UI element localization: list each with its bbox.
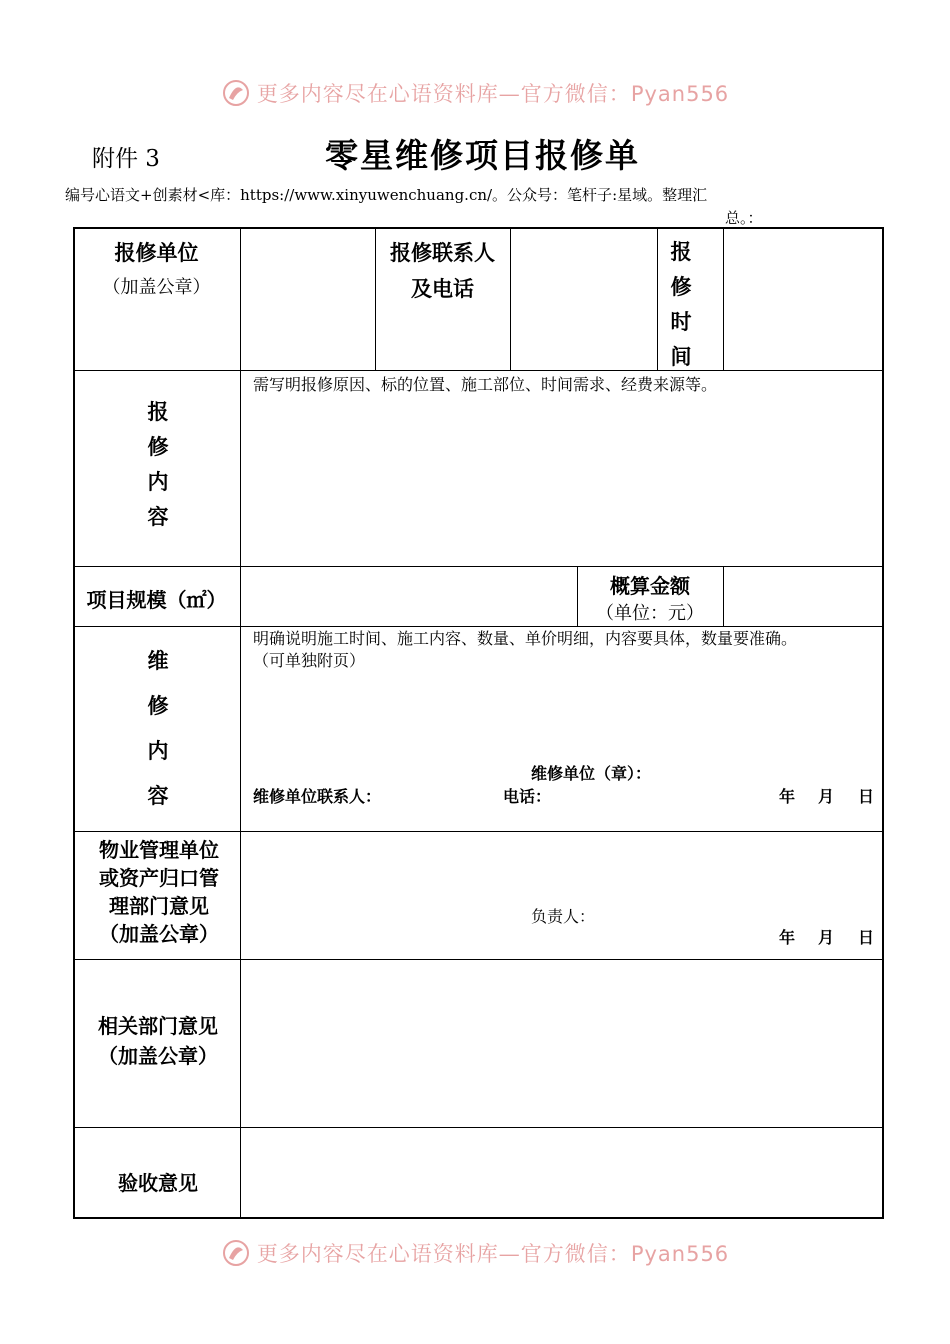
serial-line-2: 总。： — [725, 209, 763, 227]
repair-time-char: 修 — [670, 275, 692, 299]
repair-time-field[interactable] — [724, 229, 880, 369]
property-opinion-field[interactable] — [241, 832, 880, 958]
watermark-wechat: Pyan556 — [630, 82, 730, 106]
repair-time-char: 报 — [670, 240, 692, 264]
responsible-label: 负责人： — [531, 907, 596, 926]
date-day: 日 — [858, 787, 875, 806]
maint-note-2: （可单独附页） — [253, 651, 366, 670]
date-month: 月 — [818, 928, 835, 947]
repair-unit-label: 报修单位 — [114, 241, 199, 265]
property-label-line: （加盖公章） — [99, 922, 219, 946]
property-label-line: 或资产归口管 — [99, 866, 219, 890]
watermark-text: 更多内容尽在心语资料库—官方微信： — [256, 1242, 631, 1266]
maint-content-char: 修 — [147, 694, 169, 718]
maint-content-char: 内 — [147, 739, 169, 763]
scale-field[interactable] — [241, 567, 576, 625]
row-divider — [73, 370, 882, 371]
repair-content-char: 报 — [147, 400, 169, 424]
col-divider — [657, 227, 658, 370]
maint-contact-label: 维修单位联系人： — [253, 787, 382, 806]
row-divider — [73, 626, 882, 627]
budget-field[interactable] — [724, 567, 880, 625]
scale-label: 项目规模（㎡） — [86, 588, 227, 612]
related-label: 相关部门意见 — [98, 1014, 218, 1038]
date-year: 年 — [779, 928, 796, 947]
maint-phone-label: 电话： — [503, 787, 552, 806]
repair-content-char: 内 — [147, 470, 169, 494]
contact-label-1: 报修联系人 — [390, 241, 495, 265]
repair-unit-sub: （加盖公章） — [102, 277, 211, 298]
maint-content-char: 容 — [147, 784, 169, 808]
acceptance-field[interactable] — [241, 1128, 880, 1215]
property-label-line: 理部门意见 — [109, 894, 209, 918]
contact-label-2: 及电话 — [411, 277, 474, 301]
maint-content-char: 维 — [147, 649, 169, 673]
repair-time-char: 时 — [670, 310, 692, 334]
property-label — [73, 836, 245, 948]
budget-label: 概算金额 — [610, 574, 690, 598]
date-year: 年 — [779, 787, 796, 806]
repair-time-label — [669, 235, 693, 375]
maint-content-label — [146, 639, 170, 819]
repair-form-table — [73, 227, 882, 1217]
repair-time-char: 间 — [670, 345, 692, 369]
serial-line: 编号心语文+创素材<库：https://www.xinyuwenchuang.cn/。公众号：笔杆子:星域。整理汇 — [65, 186, 708, 204]
repair-content-field[interactable] — [241, 399, 880, 565]
maint-note-1: 明确说明施工时间、施工内容、数量、单价明细，内容要具体，数量要准确。 — [253, 629, 798, 648]
repair-content-label — [146, 395, 170, 535]
budget-unit: （单位：元） — [596, 603, 704, 624]
watermark-bottom — [0, 1238, 950, 1268]
attachment-label: 附件 3 — [92, 146, 160, 172]
repair-content-char: 修 — [147, 435, 169, 459]
watermark-wechat: Pyan556 — [630, 1242, 730, 1266]
related-sub: （加盖公章） — [98, 1044, 218, 1068]
watermark-text: 更多内容尽在心语资料库—官方微信： — [256, 82, 631, 106]
related-opinion-field[interactable] — [241, 960, 880, 1126]
contact-field[interactable] — [511, 229, 656, 369]
repair-content-note: 需写明报修原因、标的位置、施工部位、时间需求、经费来源等。 — [253, 375, 718, 394]
repair-content-char: 容 — [147, 505, 169, 529]
brand-logo-icon — [221, 78, 251, 108]
date-day: 日 — [858, 928, 875, 947]
property-label-line: 物业管理单位 — [99, 838, 219, 862]
maint-unit-seal: 维修单位（章）： — [531, 764, 652, 783]
watermark-top — [0, 78, 950, 108]
repair-unit-field[interactable] — [241, 229, 374, 369]
page-title: 零星维修项目报修单 — [325, 136, 640, 175]
brand-logo-icon — [221, 1238, 251, 1268]
date-month: 月 — [818, 787, 835, 806]
acceptance-label: 验收意见 — [118, 1171, 198, 1195]
